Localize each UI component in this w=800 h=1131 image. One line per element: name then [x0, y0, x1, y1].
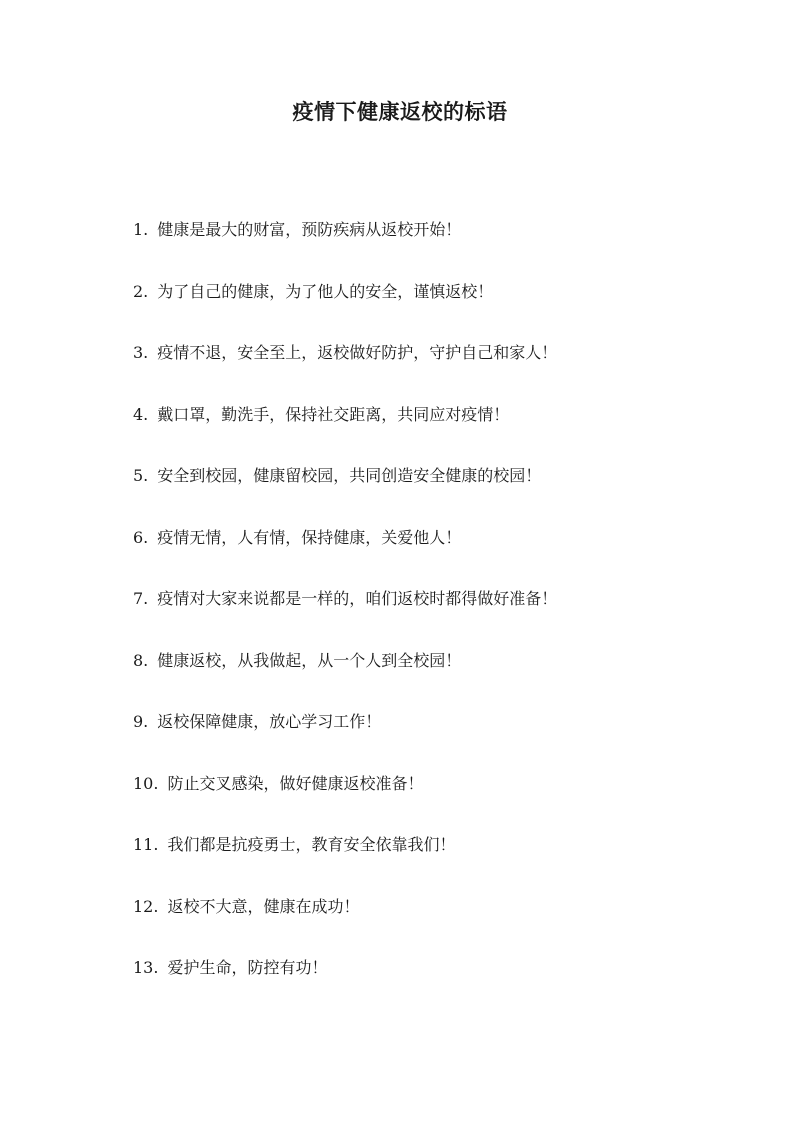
slogan-list — [133, 212, 733, 1012]
item-text: 健康是最大的财富，预防疾病从返校开始！ — [157, 220, 462, 239]
item-text: 返校不大意，健康在成功！ — [167, 896, 360, 916]
item-number: 3. — [133, 343, 149, 362]
item-number: 13. — [133, 958, 159, 977]
list-item — [133, 643, 733, 705]
item-text: 我们都是抗疫勇士，教育安全依靠我们！ — [167, 835, 456, 854]
item-number: 6. — [133, 527, 149, 547]
list-item — [133, 335, 733, 397]
document-title: 疫情下健康返校的标语 — [292, 99, 508, 124]
list-item — [133, 520, 733, 582]
list-item — [133, 581, 733, 643]
list-item — [133, 827, 733, 889]
list-item — [133, 704, 733, 766]
item-text: 返校保障健康，放心学习工作！ — [157, 712, 382, 731]
item-text: 疫情无情，人有情，保持健康，关爱他人！ — [157, 527, 462, 547]
item-number: 11. — [133, 835, 159, 854]
item-number: 8. — [133, 650, 149, 670]
item-text: 为了自己的健康，为了他人的安全，谨慎返校！ — [157, 281, 494, 301]
item-text: 健康返校，从我做起，从一个人到全校园！ — [157, 650, 462, 670]
item-text: 安全到校园，健康留校园，共同创造安全健康的校园！ — [157, 466, 542, 485]
item-text: 疫情对大家来说都是一样的，咱们返校时都得做好准备！ — [157, 589, 558, 608]
item-number: 9. — [133, 712, 149, 731]
list-item — [133, 274, 733, 336]
item-text: 防止交叉感染，做好健康返校准备！ — [167, 773, 424, 793]
item-number: 5. — [133, 466, 149, 485]
item-text: 爱护生命，防控有功！ — [167, 958, 328, 977]
list-item — [133, 397, 733, 459]
list-item — [133, 212, 733, 274]
item-text: 戴口罩，勤洗手，保持社交距离，共同应对疫情！ — [157, 404, 510, 424]
item-number: 10. — [133, 773, 159, 793]
item-number: 7. — [133, 589, 149, 608]
list-item — [133, 458, 733, 520]
item-number: 4. — [133, 404, 149, 424]
item-text: 疫情不退，安全至上，返校做好防护，守护自己和家人！ — [157, 343, 558, 362]
list-item — [133, 950, 733, 1012]
item-number: 2. — [133, 281, 149, 301]
list-item — [133, 889, 733, 951]
item-number: 1. — [133, 220, 149, 239]
item-number: 12. — [133, 896, 159, 916]
list-item — [133, 766, 733, 828]
